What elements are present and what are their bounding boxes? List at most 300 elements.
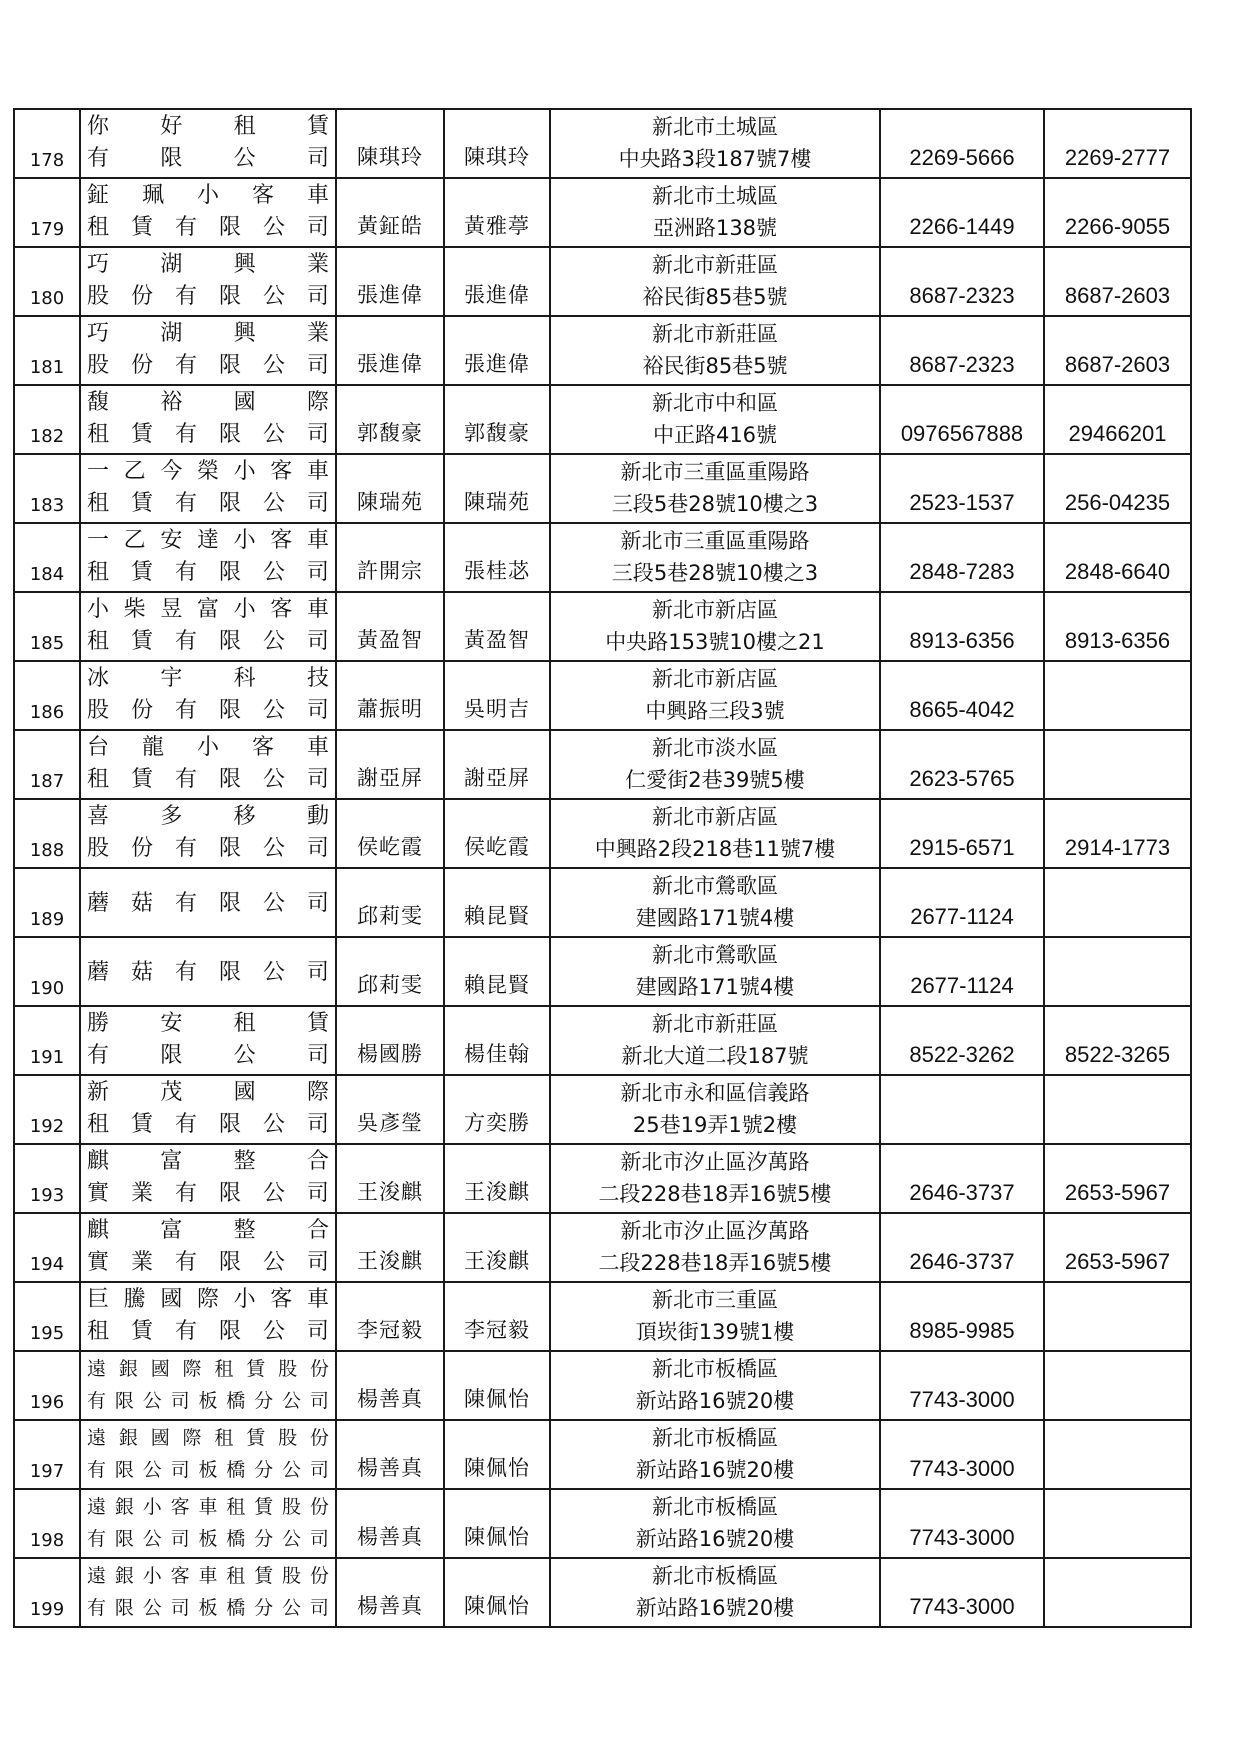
address-cell [550, 1282, 880, 1351]
phone-number: 2523-1537 [909, 490, 1015, 515]
company-name-line: 股 份 有 限 公 司 [87, 353, 329, 378]
company-name-line: 麒 富 整 合 [87, 1218, 329, 1243]
company-name-cell [80, 868, 336, 937]
representative-name: 許開宗 [357, 559, 423, 583]
phone-cell [880, 385, 1044, 454]
phone-number: 2623-5765 [909, 766, 1015, 791]
row-number: 199 [29, 1599, 65, 1620]
table-row [14, 799, 1191, 868]
contact-name: 張進偉 [464, 352, 530, 376]
representative-cell [336, 178, 444, 247]
address-cell [550, 592, 880, 661]
phone-cell [880, 1558, 1044, 1627]
fax-cell [1044, 1558, 1191, 1627]
fax-cell [1044, 1420, 1191, 1489]
address-line: 新北市板橋區 [652, 1426, 778, 1450]
phone-number: 2677-1124 [910, 973, 1014, 998]
representative-cell [336, 937, 444, 1006]
company-name-cell [80, 247, 336, 316]
contact-cell [444, 1420, 550, 1489]
contact-name: 王浚麒 [464, 1180, 530, 1204]
address-line: 新北市三重區重陽路 [620, 460, 810, 484]
company-name-cell [80, 1489, 336, 1558]
fax-cell [1044, 109, 1191, 178]
row-number-cell [14, 592, 80, 661]
company-name-line: 遠 銀 國 際 租 賃 股 份 [87, 1427, 329, 1449]
table-row [14, 1282, 1191, 1351]
representative-name: 王浚麒 [357, 1180, 423, 1204]
representative-name: 陳瑞苑 [357, 490, 423, 514]
phone-cell [880, 247, 1044, 316]
company-name-line: 租 賃 有 限 公 司 [87, 215, 329, 240]
phone-number: 2646-3737 [909, 1249, 1015, 1274]
contact-cell [444, 385, 550, 454]
fax-cell [1044, 523, 1191, 592]
contact-name: 陳佩怡 [464, 1525, 530, 1549]
company-name-cell [80, 1144, 336, 1213]
representative-name: 張進偉 [357, 283, 423, 307]
fax-number: 8687-2603 [1064, 283, 1171, 308]
phone-number: 2915-6571 [909, 835, 1015, 860]
company-name-line: 租 賃 有 限 公 司 [87, 1112, 329, 1137]
address-cell [550, 1489, 880, 1558]
table-row [14, 454, 1191, 523]
address-cell [550, 937, 880, 1006]
fax-number: 2653-5967 [1064, 1249, 1171, 1274]
representative-cell [336, 1006, 444, 1075]
contact-cell [444, 316, 550, 385]
row-number: 182 [29, 426, 65, 447]
address-line: 三段5巷28號10樓之3 [611, 492, 819, 516]
company-name-line: 勝 安 租 賃 [87, 1011, 329, 1036]
contact-name: 陳琪玲 [464, 145, 530, 169]
representative-name: 黃盈智 [357, 628, 423, 652]
contact-cell [444, 1558, 550, 1627]
company-name-cell [80, 523, 336, 592]
row-number-cell [14, 1006, 80, 1075]
contact-name: 賴昆賢 [464, 973, 530, 997]
address-line: 新北市板橋區 [652, 1357, 778, 1381]
company-name-line: 租 賃 有 限 公 司 [87, 560, 329, 585]
row-number: 186 [29, 702, 65, 723]
table-body [14, 109, 1191, 1627]
row-number-cell [14, 1351, 80, 1420]
representative-cell [336, 1144, 444, 1213]
address-cell [550, 1558, 880, 1627]
row-number: 179 [29, 219, 65, 240]
phone-number: 7743-3000 [909, 1525, 1015, 1550]
contact-name: 吳明吉 [464, 697, 530, 721]
contact-name: 謝亞屏 [464, 766, 530, 790]
address-cell [550, 1351, 880, 1420]
address-line: 新站路16號20樓 [635, 1527, 795, 1551]
address-line: 新北市新莊區 [652, 322, 778, 346]
fax-cell [1044, 1075, 1191, 1144]
company-name-line: 蘑 菇 有 限 公 司 [87, 960, 329, 985]
representative-cell [336, 1351, 444, 1420]
representative-cell [336, 1075, 444, 1144]
address-line: 中正路416號 [652, 423, 778, 447]
address-line: 新北市板橋區 [652, 1564, 778, 1588]
phone-number: 7743-3000 [909, 1456, 1015, 1481]
phone-cell [880, 592, 1044, 661]
phone-number: 8985-9985 [909, 1318, 1015, 1343]
phone-cell [880, 1213, 1044, 1282]
representative-name: 李冠毅 [357, 1318, 423, 1342]
company-name-line: 蘑 菇 有 限 公 司 [87, 891, 329, 916]
company-name-cell [80, 1075, 336, 1144]
company-name-line: 一 乙 今 榮 小 客 車 [87, 459, 329, 484]
contact-name: 陳瑞苑 [464, 490, 530, 514]
contact-name: 陳佩怡 [464, 1387, 530, 1411]
fax-cell [1044, 730, 1191, 799]
representative-name: 陳琪玲 [357, 145, 423, 169]
fax-number: 8522-3265 [1064, 1042, 1171, 1067]
company-name-line: 有 限 公 司 板 橋 分 公 司 [87, 1528, 329, 1550]
representative-cell [336, 1213, 444, 1282]
company-list-table [13, 108, 1192, 1628]
phone-cell [880, 799, 1044, 868]
phone-cell [880, 454, 1044, 523]
company-name-line: 馥 裕 國 際 [87, 390, 329, 415]
company-name-cell [80, 1351, 336, 1420]
company-name-line: 一 乙 安 達 小 客 車 [87, 528, 329, 553]
company-name-cell [80, 1558, 336, 1627]
fax-number: 8913-6356 [1064, 628, 1171, 653]
row-number-cell [14, 868, 80, 937]
address-line: 新北市土城區 [652, 115, 778, 139]
address-line: 中央路153號10樓之21 [605, 630, 825, 654]
phone-number: 7743-3000 [909, 1387, 1015, 1412]
contact-cell [444, 730, 550, 799]
company-name-line: 有 限 公 司 板 橋 分 公 司 [87, 1390, 329, 1412]
phone-number: 2677-1124 [910, 904, 1014, 929]
company-name-line: 鉦 珮 小 客 車 [87, 183, 329, 208]
representative-cell [336, 730, 444, 799]
row-number: 185 [29, 633, 65, 654]
company-name-cell [80, 316, 336, 385]
fax-cell [1044, 178, 1191, 247]
phone-cell [880, 316, 1044, 385]
company-name-cell [80, 592, 336, 661]
address-cell [550, 1006, 880, 1075]
company-name-line: 巧 湖 興 業 [87, 321, 329, 346]
address-line: 裕民街85巷5號 [642, 285, 788, 309]
contact-cell [444, 1351, 550, 1420]
address-line: 新北市鶯歌區 [652, 943, 778, 967]
row-number: 187 [29, 771, 65, 792]
address-cell [550, 109, 880, 178]
contact-name: 陳佩怡 [464, 1594, 530, 1618]
address-line: 新站路16號20樓 [635, 1458, 795, 1482]
representative-name: 楊善真 [357, 1594, 423, 1618]
company-name-line: 有 限 公 司 [87, 1043, 329, 1068]
company-name-line: 喜 多 移 動 [87, 804, 329, 829]
row-number-cell [14, 1282, 80, 1351]
contact-cell [444, 937, 550, 1006]
company-name-cell [80, 937, 336, 1006]
row-number-cell [14, 523, 80, 592]
address-cell [550, 316, 880, 385]
row-number: 194 [29, 1254, 65, 1275]
contact-name: 陳佩怡 [464, 1456, 530, 1480]
address-cell [550, 661, 880, 730]
table-row [14, 592, 1191, 661]
table-row [14, 109, 1191, 178]
fax-cell [1044, 1351, 1191, 1420]
address-cell [550, 868, 880, 937]
fax-number: 29466201 [1068, 421, 1167, 446]
representative-cell [336, 316, 444, 385]
address-cell [550, 1144, 880, 1213]
contact-name: 張進偉 [464, 283, 530, 307]
phone-cell [880, 1075, 1044, 1144]
company-name-cell [80, 178, 336, 247]
table-row [14, 1075, 1191, 1144]
company-name-cell [80, 1282, 336, 1351]
company-name-cell [80, 1006, 336, 1075]
phone-cell [880, 109, 1044, 178]
contact-cell [444, 523, 550, 592]
address-line: 裕民街85巷5號 [642, 354, 788, 378]
address-cell [550, 1420, 880, 1489]
address-line: 新北市永和區信義路 [620, 1081, 810, 1105]
fax-cell [1044, 1006, 1191, 1075]
address-line: 二段228巷18弄16號5樓 [598, 1251, 832, 1275]
table-row [14, 316, 1191, 385]
address-line: 新北市鶯歌區 [652, 874, 778, 898]
phone-cell [880, 1282, 1044, 1351]
phone-cell [880, 937, 1044, 1006]
row-number: 192 [29, 1116, 65, 1137]
row-number: 195 [29, 1323, 65, 1344]
address-line: 中興路三段3號 [645, 699, 785, 723]
address-line: 新北市土城區 [652, 184, 778, 208]
table-row [14, 178, 1191, 247]
address-line: 新北市新店區 [652, 598, 778, 622]
fax-number: 2653-5967 [1064, 1180, 1171, 1205]
table-row [14, 1006, 1191, 1075]
row-number: 188 [29, 840, 65, 861]
row-number: 181 [29, 357, 65, 378]
representative-cell [336, 454, 444, 523]
representative-cell [336, 661, 444, 730]
row-number-cell [14, 454, 80, 523]
fax-cell [1044, 1213, 1191, 1282]
company-name-line: 租 賃 有 限 公 司 [87, 1319, 329, 1344]
company-name-line: 遠 銀 國 際 租 賃 股 份 [87, 1358, 329, 1380]
phone-cell [880, 730, 1044, 799]
address-cell [550, 1213, 880, 1282]
address-line: 新站路16號20樓 [635, 1596, 795, 1620]
fax-cell [1044, 868, 1191, 937]
table-row [14, 247, 1191, 316]
representative-name: 楊善真 [357, 1387, 423, 1411]
contact-cell [444, 109, 550, 178]
contact-name: 李冠毅 [464, 1318, 530, 1342]
row-number: 189 [29, 909, 65, 930]
address-line: 建國路171號4樓 [635, 975, 795, 999]
representative-name: 蕭振明 [357, 697, 423, 721]
row-number-cell [14, 1213, 80, 1282]
representative-name: 侯屹霞 [357, 835, 423, 859]
representative-cell [336, 109, 444, 178]
address-line: 新站路16號20樓 [635, 1389, 795, 1413]
phone-cell [880, 1351, 1044, 1420]
row-number-cell [14, 661, 80, 730]
phone-cell [880, 1006, 1044, 1075]
company-name-line: 有 限 公 司 板 橋 分 公 司 [87, 1597, 329, 1619]
representative-name: 邱莉雯 [357, 904, 423, 928]
company-name-cell [80, 661, 336, 730]
fax-cell [1044, 1282, 1191, 1351]
row-number-cell [14, 1144, 80, 1213]
address-cell [550, 247, 880, 316]
row-number-cell [14, 937, 80, 1006]
representative-name: 張進偉 [357, 352, 423, 376]
contact-cell [444, 868, 550, 937]
address-line: 亞洲路138號 [652, 216, 778, 240]
fax-cell [1044, 661, 1191, 730]
row-number-cell [14, 385, 80, 454]
fax-cell [1044, 385, 1191, 454]
company-name-line: 台 龍 小 客 車 [87, 735, 329, 760]
address-line: 新北大道二段187號 [621, 1044, 809, 1068]
company-name-line: 巨 騰 國 際 小 客 車 [87, 1287, 329, 1312]
representative-cell [336, 523, 444, 592]
company-name-line: 租 賃 有 限 公 司 [87, 422, 329, 447]
row-number-cell [14, 1420, 80, 1489]
contact-cell [444, 178, 550, 247]
company-name-cell [80, 109, 336, 178]
representative-cell [336, 868, 444, 937]
contact-name: 方奕勝 [464, 1111, 530, 1135]
contact-name: 侯屹霞 [464, 835, 530, 859]
representative-name: 邱莉雯 [357, 973, 423, 997]
table-row [14, 1213, 1191, 1282]
row-number-cell [14, 316, 80, 385]
table-row [14, 730, 1191, 799]
table-row [14, 523, 1191, 592]
company-name-line: 遠 銀 小 客 車 租 賃 股 份 [87, 1565, 329, 1587]
fax-cell [1044, 1144, 1191, 1213]
row-number: 178 [29, 150, 65, 171]
phone-cell [880, 1489, 1044, 1558]
representative-name: 楊國勝 [357, 1042, 423, 1066]
company-name-line: 冰 宇 科 技 [87, 666, 329, 691]
company-name-line: 租 賃 有 限 公 司 [87, 629, 329, 654]
company-name-line: 小 柴 昱 富 小 客 車 [87, 597, 329, 622]
company-name-cell [80, 1420, 336, 1489]
representative-cell [336, 1489, 444, 1558]
representative-cell [336, 799, 444, 868]
row-number-cell [14, 247, 80, 316]
address-line: 新北市新莊區 [652, 1012, 778, 1036]
row-number: 196 [29, 1392, 65, 1413]
company-name-line: 有 限 公 司 [87, 146, 329, 171]
company-name-line: 巧 湖 興 業 [87, 252, 329, 277]
representative-name: 楊善真 [357, 1525, 423, 1549]
phone-number: 0976567888 [900, 421, 1024, 446]
representative-name: 楊善真 [357, 1456, 423, 1480]
company-name-line: 股 份 有 限 公 司 [87, 284, 329, 309]
phone-number: 8687-2323 [909, 283, 1015, 308]
company-name-cell [80, 385, 336, 454]
company-name-line: 遠 銀 小 客 車 租 賃 股 份 [87, 1496, 329, 1518]
row-number-cell [14, 799, 80, 868]
fax-number: 256-04235 [1064, 490, 1171, 515]
address-line: 中央路3段187號7樓 [618, 147, 812, 171]
phone-number: 7743-3000 [909, 1594, 1015, 1619]
row-number: 190 [29, 978, 65, 999]
row-number: 183 [29, 495, 65, 516]
representative-cell [336, 247, 444, 316]
phone-cell [880, 868, 1044, 937]
address-line: 新北市汐止區汐萬路 [620, 1150, 810, 1174]
row-number: 193 [29, 1185, 65, 1206]
row-number-cell [14, 1558, 80, 1627]
fax-number: 2266-9055 [1064, 214, 1171, 239]
fax-cell [1044, 592, 1191, 661]
contact-cell [444, 1006, 550, 1075]
row-number: 198 [29, 1530, 65, 1551]
contact-name: 賴昆賢 [464, 904, 530, 928]
company-name-line: 租 賃 有 限 公 司 [87, 767, 329, 792]
fax-number: 2269-2777 [1064, 145, 1171, 170]
representative-name: 謝亞屏 [357, 766, 423, 790]
fax-number: 8687-2603 [1064, 352, 1171, 377]
company-name-line: 有 限 公 司 板 橋 分 公 司 [87, 1459, 329, 1481]
company-name-line: 你 好 租 賃 [87, 114, 329, 139]
fax-cell [1044, 316, 1191, 385]
table-row [14, 1558, 1191, 1627]
address-line: 25巷19弄1號2樓 [632, 1113, 798, 1137]
address-line: 二段228巷18弄16號5樓 [598, 1182, 832, 1206]
contact-cell [444, 661, 550, 730]
address-line: 新北市新莊區 [652, 253, 778, 277]
row-number-cell [14, 1489, 80, 1558]
fax-cell [1044, 454, 1191, 523]
company-name-cell [80, 799, 336, 868]
representative-cell [336, 1282, 444, 1351]
table-row [14, 1489, 1191, 1558]
representative-name: 王浚麒 [357, 1249, 423, 1273]
contact-cell [444, 799, 550, 868]
table-row [14, 661, 1191, 730]
table-row [14, 937, 1191, 1006]
phone-cell [880, 523, 1044, 592]
row-number: 180 [29, 288, 65, 309]
phone-number: 8665-4042 [909, 697, 1015, 722]
address-line: 新北市新店區 [652, 667, 778, 691]
address-line: 建國路171號4樓 [635, 906, 795, 930]
company-name-line: 股 份 有 限 公 司 [87, 836, 329, 861]
company-name-line: 新 茂 國 際 [87, 1080, 329, 1105]
representative-name: 郭馥豪 [357, 421, 423, 445]
representative-cell [336, 1558, 444, 1627]
address-cell [550, 1075, 880, 1144]
company-name-line: 股 份 有 限 公 司 [87, 698, 329, 723]
address-cell [550, 178, 880, 247]
company-name-cell [80, 454, 336, 523]
phone-number: 2266-1449 [909, 214, 1015, 239]
address-cell [550, 799, 880, 868]
contact-name: 黃雅葶 [464, 214, 530, 238]
contact-cell [444, 247, 550, 316]
phone-number: 8687-2323 [909, 352, 1015, 377]
phone-cell [880, 661, 1044, 730]
phone-cell [880, 1420, 1044, 1489]
